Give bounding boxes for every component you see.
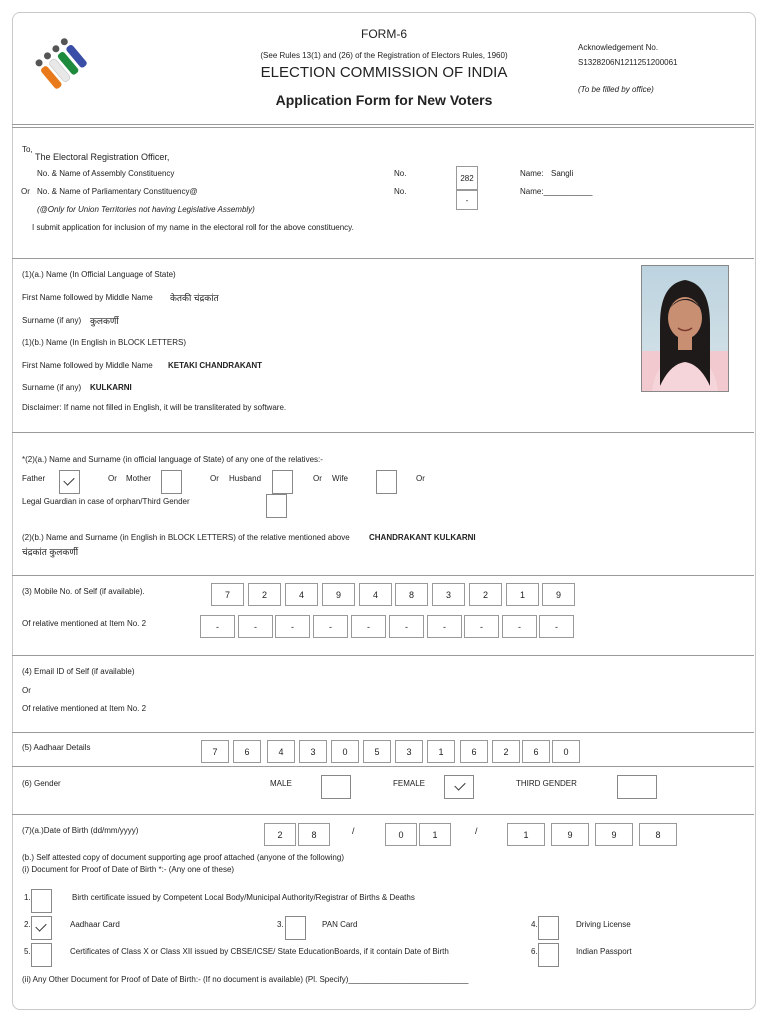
to-label: To,: [22, 145, 33, 154]
wife-label: Wife: [332, 474, 348, 483]
doc-3-label: PAN Card: [322, 920, 358, 929]
assembly-no-label: No.: [394, 169, 407, 178]
dob-month-box[interactable]: 1: [419, 823, 451, 846]
q2b-label: (2)(b.) Name and Surname (in English in BLOCK LETTERS) of the relative mentioned above: [22, 533, 350, 542]
parliamentary-constituency-label: No. & Name of Parliamentary Constituency@: [37, 187, 198, 196]
doc-4-label: Driving License: [576, 920, 631, 929]
pan-card-checkbox[interactable]: [285, 916, 306, 940]
aadhaar-digit-box[interactable]: 6: [522, 740, 550, 763]
surname-local: कुलकर्णी: [90, 316, 119, 326]
divider: [12, 814, 754, 815]
doc-2-label: Aadhaar Card: [70, 920, 120, 929]
commission-name: ELECTION COMMISSION OF INDIA: [260, 64, 508, 81]
divider: [12, 732, 754, 733]
acknowledgement-number: S1328206N1211251200061: [578, 58, 678, 67]
dob-month-box[interactable]: 0: [385, 823, 417, 846]
form-title: Application Form for New Voters: [275, 92, 493, 108]
mobile-digit-box[interactable]: 2: [248, 583, 281, 606]
first-middle-name-local: केतकी चंद्रकांत: [170, 293, 219, 303]
doc-4-number: 4.: [531, 920, 538, 929]
email-self-label: (4) Email ID of Self (if available): [22, 667, 135, 676]
mobile-relative-digit-box[interactable]: -: [427, 615, 462, 638]
aadhaar-digit-box[interactable]: 0: [331, 740, 359, 763]
mobile-digit-box[interactable]: 8: [395, 583, 428, 606]
aadhaar-digit-box[interactable]: 5: [363, 740, 391, 763]
female-checkbox[interactable]: [444, 775, 474, 799]
mobile-relative-digit-box[interactable]: -: [275, 615, 310, 638]
office-note: (To be filled by office): [578, 85, 654, 94]
mobile-relative-label: Of relative mentioned at Item No. 2: [22, 619, 147, 628]
first-middle-name-en: KETAKI CHANDRAKANT: [168, 361, 263, 370]
school-certificate-checkbox[interactable]: [31, 943, 52, 967]
divider: [12, 655, 754, 656]
guardian-checkbox[interactable]: [266, 494, 287, 518]
assembly-constituency-label: No. & Name of Assembly Constituency: [37, 169, 175, 178]
female-label: FEMALE: [393, 779, 426, 788]
ut-note: (@Only for Union Territories not having Legislative Assembly): [37, 205, 255, 214]
assembly-name-label: Name:: [520, 169, 544, 178]
applicant-photo: [641, 265, 729, 392]
dob-year-box[interactable]: 9: [595, 823, 633, 846]
aadhaar-digit-box[interactable]: 4: [267, 740, 295, 763]
male-checkbox[interactable]: [321, 775, 351, 799]
father-label: Father: [22, 474, 46, 483]
ero-label: The Electoral Registration Officer,: [35, 152, 170, 162]
relative-name-local: चंद्रकांत कुलकर्णी: [22, 547, 79, 557]
gender-label: (6) Gender: [22, 779, 61, 788]
form-number: FORM-6: [361, 27, 407, 41]
mobile-digit-box[interactable]: 2: [469, 583, 502, 606]
doc-5-number: 5.: [24, 947, 31, 956]
mobile-digit-box[interactable]: 9: [542, 583, 575, 606]
or-label: Or: [22, 686, 31, 695]
parliament-no-value: -: [465, 195, 469, 205]
assembly-no-field[interactable]: [456, 166, 478, 190]
aadhaar-digit-box[interactable]: 6: [460, 740, 488, 763]
doc-5-label: Certificates of Class X or Class XII issued by CBSE/ICSE/ State EducationBoards, if it contain Date of Birth: [70, 947, 449, 956]
aadhaar-card-checkbox[interactable]: [31, 916, 52, 940]
divider: [12, 766, 754, 767]
mother-checkbox[interactable]: [161, 470, 182, 494]
mother-label: Mother: [126, 474, 151, 483]
assembly-no-value: 282: [460, 173, 474, 183]
submit-statement: I submit application for inclusion of my name in the electoral roll for the above constituency.: [32, 223, 354, 232]
mobile-digit-box[interactable]: 1: [506, 583, 539, 606]
other-document-field: (ii) Any Other Document for Proof of Date of Birth:- (If no document is available) (Pl. Specify)___________________________: [22, 975, 469, 984]
mobile-relative-digit-box[interactable]: -: [351, 615, 386, 638]
divider: [12, 432, 754, 433]
driving-license-checkbox[interactable]: [538, 916, 559, 940]
third-gender-checkbox[interactable]: [617, 775, 657, 799]
doc-2-number: 2.: [24, 920, 31, 929]
first-middle-name-label: First Name followed by Middle Name: [22, 293, 153, 302]
parliament-name-field: Name:___________: [520, 187, 593, 196]
divider: [12, 575, 754, 576]
surname-en: KULKARNI: [90, 383, 132, 392]
transliteration-disclaimer: Disclaimer: If name not filled in English, it will be transliterated by software.: [22, 403, 287, 412]
aadhaar-digit-box[interactable]: 3: [299, 740, 327, 763]
mobile-relative-digit-box[interactable]: -: [313, 615, 348, 638]
or-label: Or: [21, 187, 30, 196]
aadhaar-digit-box[interactable]: 1: [427, 740, 455, 763]
doc-6-label: Indian Passport: [576, 947, 632, 956]
aadhaar-digit-box[interactable]: 2: [492, 740, 520, 763]
aadhaar-digit-box[interactable]: 6: [233, 740, 261, 763]
date-separator: /: [352, 826, 355, 836]
third-gender-label: THIRD GENDER: [516, 779, 577, 788]
aadhaar-digit-box[interactable]: 0: [552, 740, 580, 763]
mobile-digit-box[interactable]: 4: [359, 583, 392, 606]
age-proof-statement: (b.) Self attested copy of document supporting age proof attached (anyone of the following): [22, 853, 344, 862]
check-mark-icon: [35, 920, 46, 931]
rules-reference: (See Rules 13(1) and (26) of the Registration of Electors Rules, 1960): [260, 51, 508, 60]
q1a-label: (1)(a.) Name (In Official Language of State): [22, 270, 176, 279]
dob-label: (7)(a.)Date of Birth (dd/mm/yyyy): [22, 826, 139, 835]
mobile-relative-digit-box[interactable]: -: [200, 615, 235, 638]
birth-certificate-checkbox[interactable]: [31, 889, 52, 913]
mobile-digit-box[interactable]: 7: [211, 583, 244, 606]
dob-year-box[interactable]: 9: [551, 823, 589, 846]
surname-label: Surname (if any): [22, 316, 82, 325]
aadhaar-digit-box[interactable]: 7: [201, 740, 229, 763]
acknowledgement-label: Acknowledgement No.: [578, 43, 659, 52]
q1b-label: (1)(b.) Name (In English in BLOCK LETTERS): [22, 338, 187, 347]
dob-day-box[interactable]: 8: [298, 823, 330, 846]
or-label: Or: [416, 474, 425, 483]
surname-en-label: Surname (if any): [22, 383, 82, 392]
husband-label: Husband: [229, 474, 262, 483]
mobile-relative-digit-box[interactable]: -: [238, 615, 273, 638]
email-relative-label: Of relative mentioned at Item No. 2: [22, 704, 147, 713]
check-mark-icon: [454, 779, 465, 790]
doc-6-number: 6.: [531, 947, 538, 956]
guardian-label: Legal Guardian in case of orphan/Third Gender: [22, 497, 190, 506]
aadhaar-digit-box[interactable]: 3: [395, 740, 423, 763]
mobile-self-label: (3) Mobile No. of Self (if available).: [22, 587, 145, 596]
dob-document-heading: (i) Document for Proof of Date of Birth *:- (Any one of these): [22, 865, 235, 874]
mobile-relative-digit-box[interactable]: -: [539, 615, 574, 638]
doc-1-number: 1.: [24, 893, 31, 902]
or-label: Or: [108, 474, 117, 483]
mobile-relative-digit-box[interactable]: -: [389, 615, 424, 638]
mobile-digit-box[interactable]: 9: [322, 583, 355, 606]
or-label: Or: [210, 474, 219, 483]
husband-checkbox[interactable]: [272, 470, 293, 494]
check-mark-icon: [63, 474, 74, 485]
date-separator: /: [475, 826, 478, 836]
mobile-relative-digit-box[interactable]: -: [502, 615, 537, 638]
father-checkbox[interactable]: [59, 470, 80, 494]
indian-passport-checkbox[interactable]: [538, 943, 559, 967]
dob-year-box[interactable]: 1: [507, 823, 545, 846]
dob-year-box[interactable]: 8: [639, 823, 677, 846]
or-label: Or: [313, 474, 322, 483]
mobile-digit-box[interactable]: 3: [432, 583, 465, 606]
doc-1-label: Birth certificate issued by Competent Local Body/Municipal Authority/Registrar of Births & Deaths: [72, 893, 415, 902]
mobile-relative-digit-box[interactable]: -: [464, 615, 499, 638]
parliament-no-field[interactable]: [456, 190, 478, 210]
divider: [12, 258, 754, 259]
mobile-digit-box[interactable]: 4: [285, 583, 318, 606]
parliament-no-label: No.: [394, 187, 407, 196]
wife-checkbox[interactable]: [376, 470, 397, 494]
male-label: MALE: [270, 779, 292, 788]
dob-day-box[interactable]: 2: [264, 823, 296, 846]
doc-3-number: 3.: [277, 920, 284, 929]
assembly-name-value: Sangli: [551, 169, 574, 178]
aadhaar-label: (5) Aadhaar Details: [22, 743, 91, 752]
q2a-label: *(2)(a.) Name and Surname (in official language of State) of any one of the relatives:-: [22, 455, 323, 464]
divider: [12, 124, 754, 125]
relative-name-en: CHANDRAKANT KULKARNI: [369, 533, 476, 542]
first-middle-name-en-label: First Name followed by Middle Name: [22, 361, 153, 370]
divider: [12, 127, 754, 128]
eci-logo: [28, 30, 98, 100]
